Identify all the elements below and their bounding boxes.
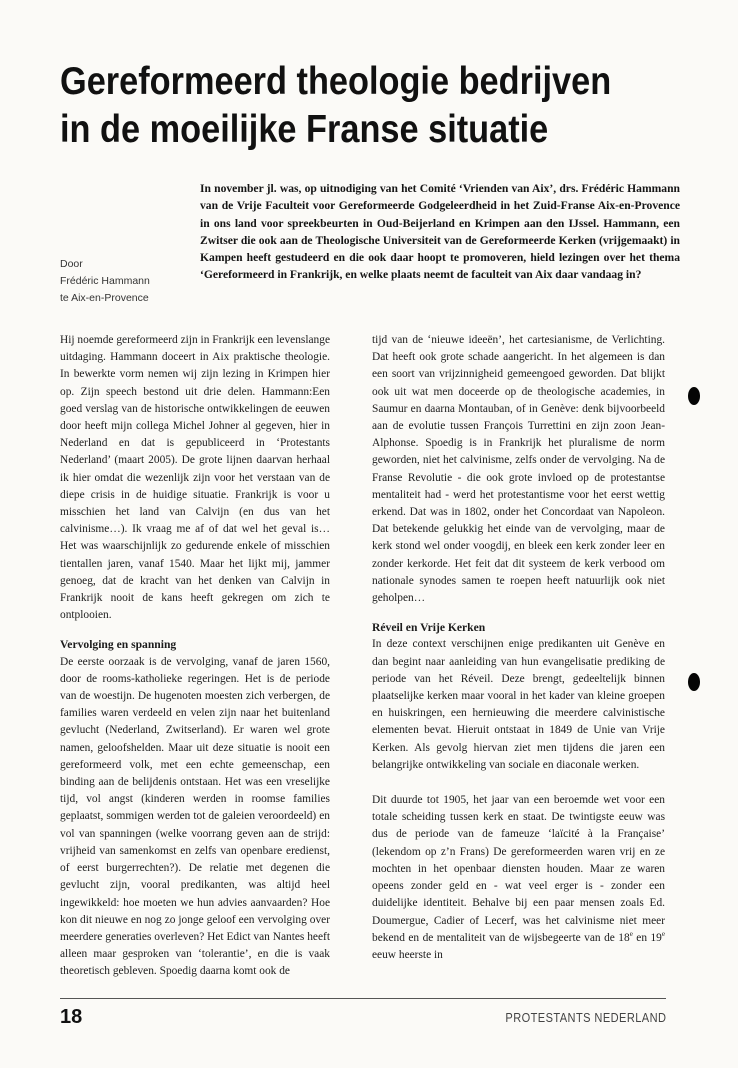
byline-author: Frédéric Hammann — [60, 275, 150, 287]
margin-dot-icon — [688, 673, 700, 691]
byline-location: te Aix-en-Provence — [60, 292, 149, 304]
magazine-name: PROTESTANTS NEDERLAND — [505, 1010, 666, 1025]
section-heading-vervolging: Vervolging en spanning — [60, 638, 177, 652]
page-number: 18 — [60, 1006, 83, 1028]
right-paragraph-1: tijd van de ‘nieuwe ideeën’, het cartesianisme, de Verlichting. Dat heeft ook grote schade aangericht. In het algemeen is dan een soort van vrijzinnigheid gemeengoed geworden. Dat blijkt ook uit wat men doceerde op de theologische academies, in Saumur en daarna Montauban, of in Genève: denk bijvoorbeeld aan de evolutie tussen François Turrettini en zijn zoon Jean-Alphonse. Spoedig is in Frankrijk het pluralisme de norm geworden, niet het calvinisme, zelfs onder de vervolging. Na de Franse Revolutie - die ook grote invloed op de protestantse mentaliteit had - werd het protestantisme voor het eerst wettig erkend. Dat was in 1802, onder het Concordaat van Napoleon. Dat betekende gelukkig het einde van de vervolging, maar de kerk stond wel onder voogdij, en bleek een kerk zonder leer en zonder kerkorde. Het feit dat dit systeem de kerk verbood om nationale synodes samen te roepen heeft natuurlijk ook niet geholpen… — [372, 334, 665, 605]
byline-by: Door — [60, 258, 83, 270]
right-paragraph-3-mid: en 19 — [632, 931, 662, 944]
superscript-e-2: e — [661, 929, 665, 938]
left-column — [60, 332, 330, 981]
right-paragraph-3 — [372, 792, 665, 964]
right-paragraph-2: In deze context verschijnen enige predikanten uit Genève en dan begint naar aanleiding van hun evangelisatie prediking de periode van het Réveil. Deze brengt, gedeeltelijk binnen plaatselijke kerken maar vooral in het kader van kleine groepen en huiskringen, een hernieuwing die meerdere calvinistische elementen bevat. Hieruit ontstaat in 1849 de Unie van Vrije Kerken. Als gevolg hiervan ziet men tijdens die jaren een belangrijke ontwikkeling van sociale en diaconale werken. — [372, 638, 665, 771]
title-line-2: in de moeilijke Franse situatie — [60, 108, 549, 151]
footer-rule — [60, 998, 666, 999]
byline — [60, 256, 210, 307]
left-paragraph-2: De eerste oorzaak is de vervolging, vanaf de jaren 1560, door de rooms-katholieke regeringen. Het is de periode van de woestijn. De hugenoten moesten zich verbergen, de families waren verdeeld en velen zijn naar het buitenland gevlucht (Nederland, Zwitserland). Er waren wel grote namen, geloofshelden. Maar uit deze situatie is nooit een gereformeerd volk, met een echte gemeenschap, een binding aan de belijdenis ontstaan. Het was een vreselijke tijd, vol angst (kinderen werden in roomse families geplaatst, sommigen werden tot de galeien veroordeeld) en vol van spanningen (welke voorrang geven aan de strijd: vrijheid van samenkomst en zelfs van openbare eredienst, of eerst burgerrechten?). De relatie met degenen die gevlucht zijn, vooral predikanten, was altijd heel ingewikkeld: hoe moeten we hun advies aanvaarden? Hoe kon dit nieuwe en nog zo jonge geloof een vervolging over meerdere generaties overleven? Het Edict van Nantes heeft alleen maar gesproken van ‘tolerantie’, en die is vaak theoretisch gebleven. Spoedig daarna komt ook de — [60, 655, 330, 978]
article-title — [60, 58, 623, 154]
title-line-1: Gereformeerd theologie bedrijven — [60, 60, 612, 103]
left-paragraph-1: Hij noemde gereformeerd zijn in Frankrijk een levenslange uitdaging. Hammann doceert in Aix praktische theologie. In bewerkte vorm nemen wij zijn lezing in Krimpen hier op. Zijn speech bestond uit drie delen. Hammann:Een goed verslag van de historische ontwikkelingen de eeuwen door heeft mijn collega Michel Johner al gegeven, hier in Nederland en dat is gepubliceerd in ‘Protestants Nederland’ (maart 2005). De grote lijnen daarvan herhaal ik hier omdat die wezenlijk zijn voor het verstaan van de diepe crisis in de huidige situatie. Frankrijk is voor u misschien het land van Calvijn (en dus van het calvinisme…). Ik vraag me af of dat wel het geval is… Het was waarschijnlijk zo gedurende enkele of misschien tientallen jaren, vanaf 1540. Maar het lijkt mij, jammer genoeg, dat de kracht van het denken van Calvijn in Frankrijk nooit de kans heeft gekregen om zich te ontplooien. — [60, 334, 330, 622]
intro-paragraph: In november jl. was, op uitnodiging van het Comité ‘Vrienden van Aix’, drs. Frédéric Hammann van de Vrije Faculteit voor Gereformeerde Godgeleerdheid in het Zuid-Franse Aix-en-Provence in ons land voor spreekbeurten in Oud-Beijerland en Krimpen aan den IJssel. Hammann, een Zwitser die ook aan de Theologische Universiteit van de Gereformeerde Kerken (vrijgemaakt) in Kampen heeft gestudeerd en die ook daar hoopt te promoveren, hield lezingen over het thema ‘Gereformeerd in Frankrijk, en welke plaats neemt de faculteit van Aix daar vandaag in? — [200, 182, 680, 282]
section-heading-reveil: Réveil en Vrije Kerken — [372, 621, 486, 635]
margin-dot-icon — [688, 387, 700, 405]
superscript-e-1: e — [629, 929, 633, 938]
right-paragraph-3-text: Dit duurde tot 1905, het jaar van een beroemde wet voor een totale scheiding tussen kerk en staat. De twintigste eeuw was dus de periode van de fameuze ‘laïcité à la Française’ (lekendom op z’n Frans) De gereformeerden waren vrij en ze mochten in het openbaar diensten houden. Maar ze waren opeens zonder geld en - wat veel erger is - zonder een duidelijke identiteit. Behalve bij een paar mensen zoals Ed. Doumergue, Cadier of Lecerf, was het calvinisme niet meer bekend en de mentaliteit van de wijsbegeerte van de 18 — [372, 794, 665, 944]
right-column — [372, 332, 665, 964]
right-paragraph-3-end: eeuw heerste in — [372, 948, 443, 961]
